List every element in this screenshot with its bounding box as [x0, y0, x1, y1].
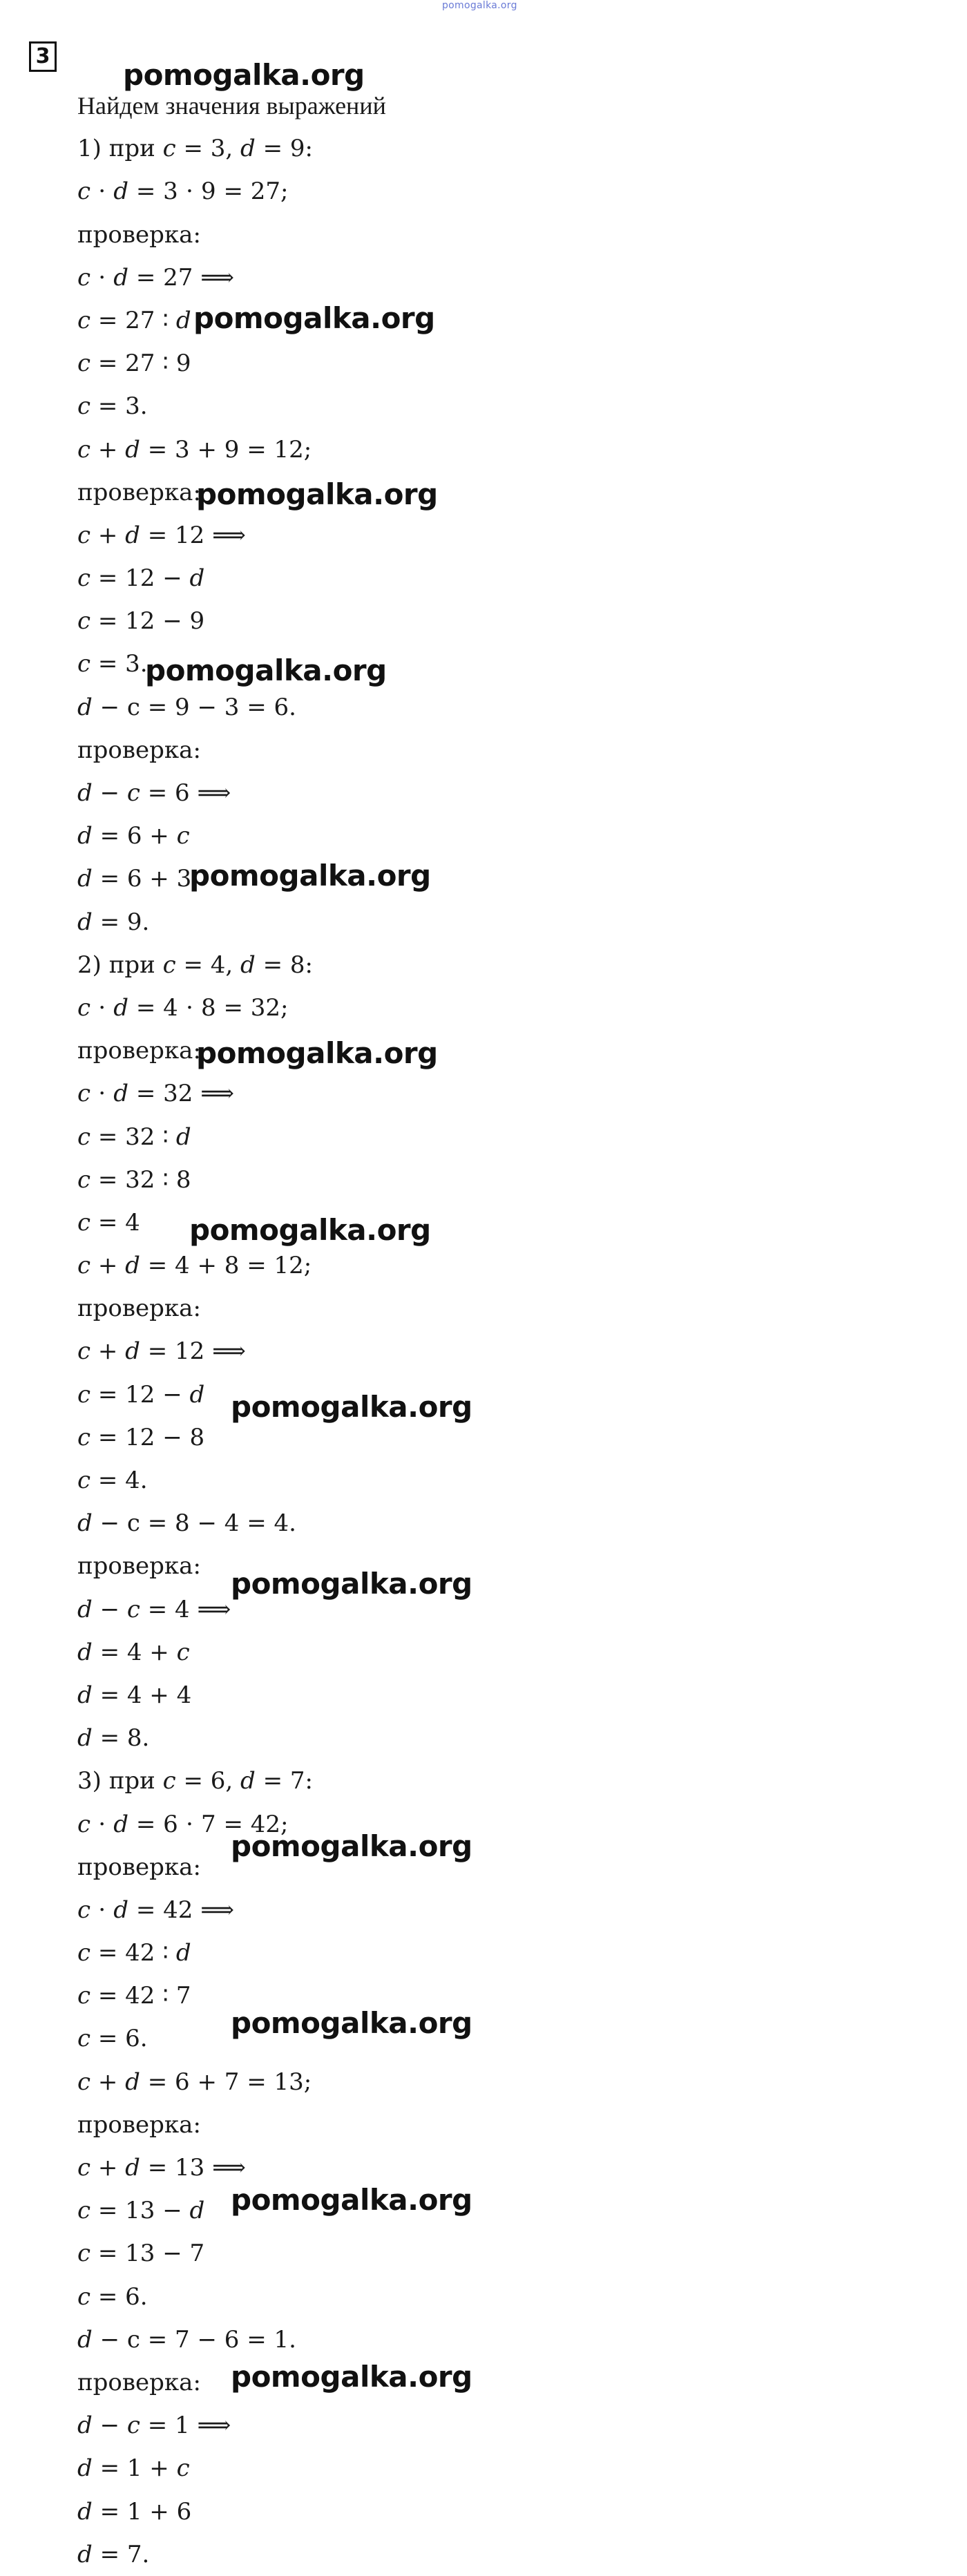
solution-line: 𝑐 = 42 ∶ 7	[77, 1982, 191, 2010]
solution-line: 𝑐 = 42 ∶ 𝑑	[77, 1939, 191, 1967]
solution-line: 𝑐 = 13 − 𝑑	[77, 2197, 205, 2225]
watermark: pomogalka.org	[193, 301, 435, 335]
solution-line: 𝑑 − с = 9 − 3 = 6.	[77, 693, 296, 721]
solution-line: 𝑑 = 4 + 4	[77, 1681, 192, 1709]
solution-line: 𝑐 = 12 − 8	[77, 1423, 205, 1451]
solution-line: 𝑐 ⋅ 𝑑 = 32 ⟹	[77, 1080, 234, 1108]
solution-line: 𝑐 = 27 ∶ 9	[77, 350, 191, 378]
watermark: pomogalka.org	[231, 1829, 472, 1863]
watermark: pomogalka.org	[231, 1390, 472, 1424]
solution-line: 𝑐 = 32 ∶ 𝑑	[77, 1123, 191, 1151]
solution-line: 𝑐 = 6.	[77, 2025, 148, 2053]
solution-line: 𝑐 = 6.	[77, 2282, 148, 2311]
solution-line: 1) при 𝑐 = 3, 𝑑 = 9:	[77, 135, 313, 163]
solution-line: 𝑑 = 7.	[77, 2540, 150, 2568]
watermark: pomogalka.org	[123, 58, 365, 92]
solution-line: 𝑑 − с = 8 − 4 = 4.	[77, 1509, 296, 1538]
solution-line: 𝑑 − с = 7 − 6 = 1.	[77, 2325, 296, 2354]
watermark: pomogalka.org	[231, 2183, 472, 2217]
solution-line: проверка:	[77, 2368, 201, 2396]
solution-line: 𝑐 ⋅ 𝑑 = 27 ⟹	[77, 263, 234, 292]
watermark: pomogalka.org	[145, 653, 387, 687]
solution-line: 𝑐 ⋅ 𝑑 = 6 ⋅ 7 = 42;	[77, 1810, 289, 1838]
solution-line: 𝑐 ⋅ 𝑑 = 42 ⟹	[77, 1896, 234, 1924]
solution-line: проверка:	[77, 2110, 201, 2139]
watermark: pomogalka.org	[231, 2006, 472, 2040]
solution-line: проверка:	[77, 1853, 201, 1881]
solution-line: 𝑑 = 6 + 3	[77, 865, 192, 893]
solution-line: 2) при 𝑐 = 4, 𝑑 = 8:	[77, 951, 313, 979]
solution-line: 𝑐 = 27 ∶ 𝑑	[77, 306, 191, 334]
solution-line: 𝑐 = 4	[77, 1208, 140, 1237]
solution-line: проверка:	[77, 1552, 201, 1581]
solution-line: проверка:	[77, 478, 201, 506]
watermark: pomogalka.org	[231, 1567, 472, 1601]
solution-line: 𝑑 = 9.	[77, 908, 150, 936]
solution-line: 𝑑 − 𝑐 = 6 ⟹	[77, 779, 231, 807]
watermark: pomogalka.org	[196, 477, 438, 511]
solution-line: 𝑐 + 𝑑 = 12 ⟹	[77, 1337, 246, 1366]
solution-line: 𝑐 + 𝑑 = 6 + 7 = 13;	[77, 2068, 312, 2096]
solution-line: проверка:	[77, 1037, 201, 1065]
solution-line: 𝑐 = 32 ∶ 8	[77, 1165, 191, 1194]
solution-line: 𝑐 = 4.	[77, 1467, 148, 1494]
solution-line: 𝑑 = 6 + 𝑐	[77, 822, 190, 850]
solution-line: 𝑑 = 1 + 𝑐	[77, 2454, 190, 2483]
solution-line: 𝑐 + 𝑑 = 3 + 9 = 12;	[77, 435, 312, 464]
watermark: pomogalka.org	[231, 2360, 472, 2394]
solution-line: 𝑐 + 𝑑 = 4 + 8 = 12;	[77, 1252, 312, 1280]
solution-line: 𝑐 = 12 − 𝑑	[77, 1380, 205, 1409]
solution-line: 𝑐 ⋅ 𝑑 = 4 ⋅ 8 = 32;	[77, 993, 289, 1022]
solution-line: 𝑐 = 13 − 7	[77, 2240, 205, 2268]
solution-line: 𝑑 = 4 + 𝑐	[77, 1638, 190, 1666]
watermark: pomogalka.org	[196, 1036, 438, 1070]
solution-line: проверка:	[77, 1295, 201, 1323]
watermark: pomogalka.org	[189, 859, 431, 893]
solution-line: проверка:	[77, 736, 201, 764]
solution-line: 𝑐 + 𝑑 = 12 ⟹	[77, 521, 246, 549]
task-number-box: 3	[29, 41, 57, 72]
solution-line: 𝑑 = 8.	[77, 1724, 150, 1753]
solution-line: проверка:	[77, 220, 201, 249]
solution-line: 𝑐 ⋅ 𝑑 = 3 ⋅ 9 = 27;	[77, 178, 289, 206]
watermark: pomogalka.org	[189, 1213, 431, 1247]
solution-line: 3) при 𝑐 = 6, 𝑑 = 7:	[77, 1767, 313, 1795]
solution-line: 𝑐 + 𝑑 = 13 ⟹	[77, 2154, 246, 2182]
solution-line: 𝑑 = 1 + 6	[77, 2497, 192, 2526]
site-link[interactable]: pomogalka.org	[442, 0, 517, 11]
solution-line: 𝑑 − 𝑐 = 4 ⟹	[77, 1595, 231, 1623]
solution-line: Найдем значения выражений	[77, 92, 386, 120]
solution-line: 𝑐 = 12 − 𝑑	[77, 564, 205, 593]
solution-line: 𝑐 = 12 − 9	[77, 607, 205, 636]
solution-line: 𝑐 = 3.	[77, 392, 148, 421]
solution-line: 𝑑 − 𝑐 = 1 ⟹	[77, 2412, 231, 2440]
solution-line: 𝑐 = 3.	[77, 650, 148, 678]
